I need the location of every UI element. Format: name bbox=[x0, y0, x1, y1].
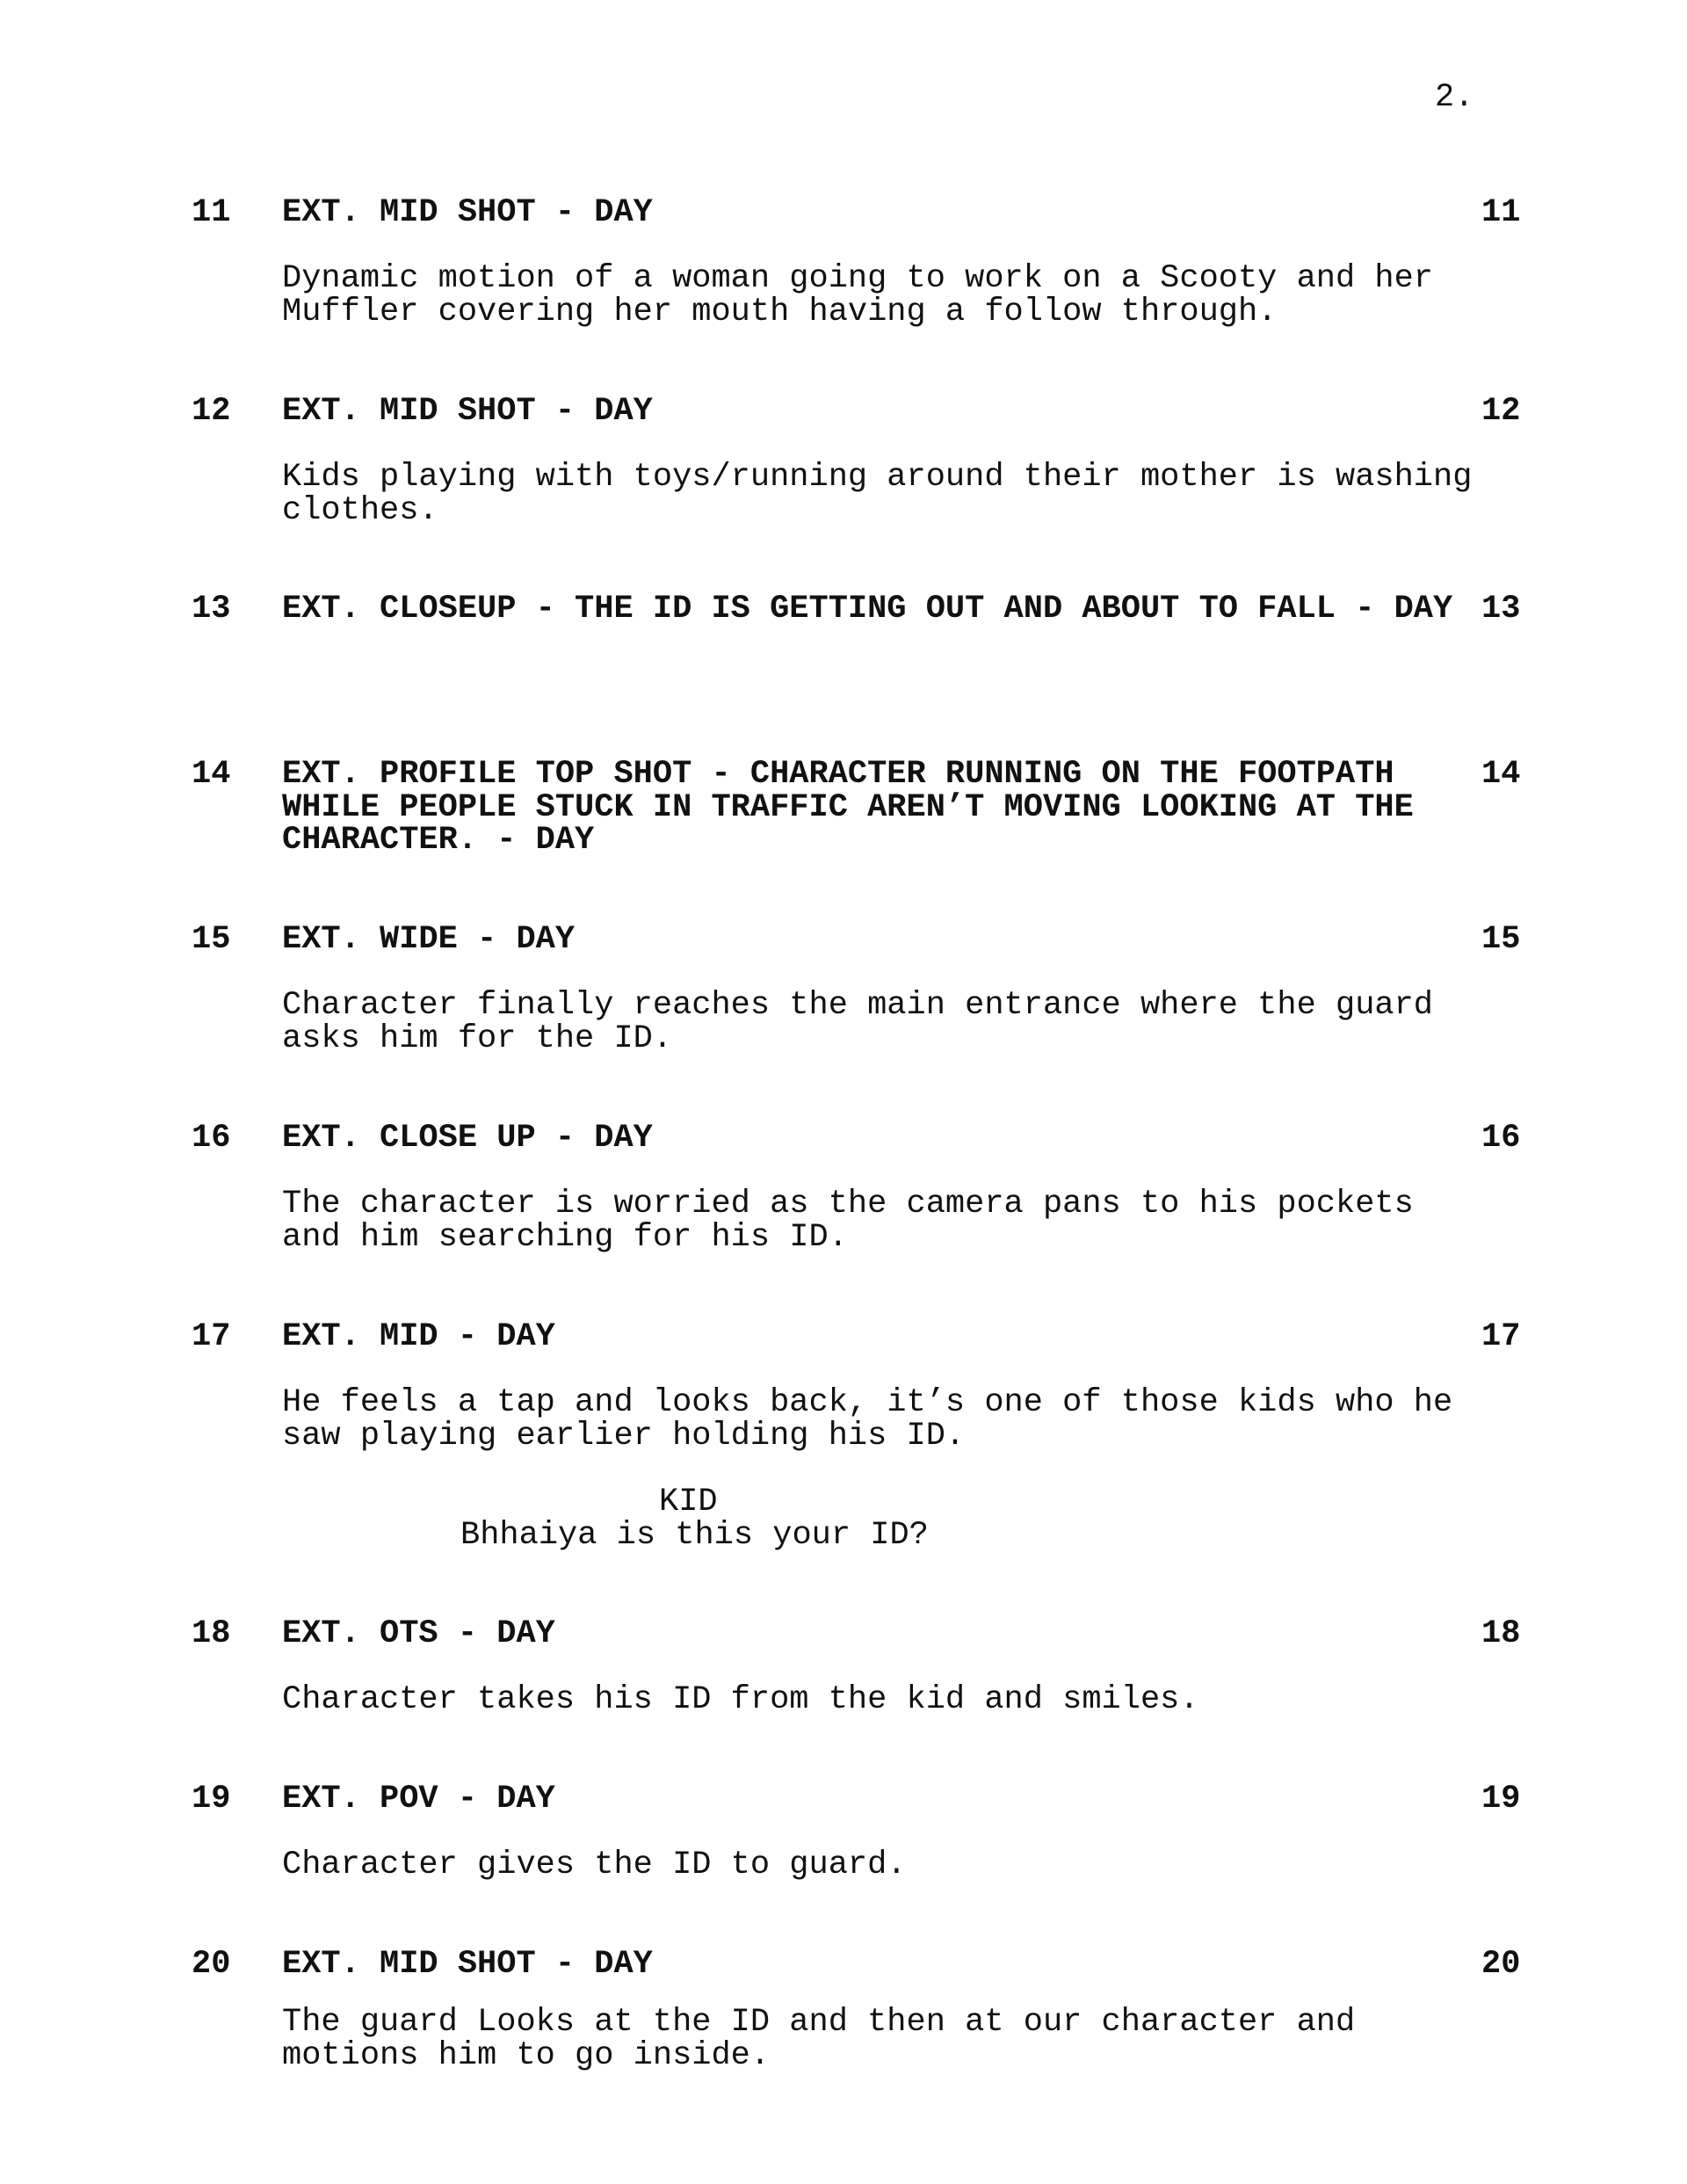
scene-heading: EXT. MID - DAY bbox=[282, 1318, 555, 1355]
scene-number-left: 20 bbox=[192, 1946, 231, 1983]
character-cue: KID bbox=[659, 1484, 718, 1520]
dialogue-line: Bhhaiya is this your ID? bbox=[460, 1517, 929, 1554]
scene-number-left: 16 bbox=[192, 1120, 231, 1157]
scene-number-right: 13 bbox=[1481, 591, 1521, 628]
scene-number-right: 15 bbox=[1481, 921, 1521, 958]
scene-number-left: 19 bbox=[192, 1781, 231, 1818]
action-text: Character takes his ID from the kid and smiles. bbox=[282, 1681, 1199, 1718]
scene-number-left: 14 bbox=[192, 756, 231, 793]
scene-number-left: 17 bbox=[192, 1318, 231, 1355]
scene-heading: EXT. PROFILE TOP SHOT - CHARACTER RUNNING ON THE FOOTPATH WHILE PEOPLE STUCK IN TRAFFIC AREN’T MOVING LOOKING AT THE CHARACTER. - DAY bbox=[282, 756, 1414, 859]
scene-number-left: 18 bbox=[192, 1615, 231, 1652]
action-text: Kids playing with toys/running around their mother is washing clothes. bbox=[282, 459, 1473, 529]
scene-number-right: 18 bbox=[1481, 1615, 1521, 1652]
scene-number-left: 12 bbox=[192, 393, 231, 430]
scene-heading: EXT. MID SHOT - DAY bbox=[282, 1946, 653, 1983]
scene-number-right: 16 bbox=[1481, 1120, 1521, 1157]
scene-heading: EXT. MID SHOT - DAY bbox=[282, 194, 653, 231]
page-number: 2. bbox=[1435, 79, 1474, 116]
action-text: Character finally reaches the main entrance where the guard asks him for the ID. bbox=[282, 987, 1434, 1057]
scene-heading: EXT. WIDE - DAY bbox=[282, 921, 576, 958]
scene-heading: EXT. POV - DAY bbox=[282, 1781, 555, 1818]
scene-number-right: 17 bbox=[1481, 1318, 1521, 1355]
scene-number-right: 19 bbox=[1481, 1781, 1521, 1818]
scene-number-right: 20 bbox=[1481, 1946, 1521, 1983]
scene-heading: EXT. OTS - DAY bbox=[282, 1615, 555, 1652]
scene-number-right: 12 bbox=[1481, 393, 1521, 430]
action-text: Character gives the ID to guard. bbox=[282, 1847, 907, 1883]
action-text: Dynamic motion of a woman going to work on a Scooty and her Muffler covering her mouth having a follow through. bbox=[282, 260, 1434, 330]
action-text: The guard Looks at the ID and then at our character and motions him to go inside. bbox=[282, 2004, 1356, 2074]
scene-number-left: 13 bbox=[192, 591, 231, 628]
scene-number-left: 11 bbox=[192, 194, 231, 231]
action-text: The character is worried as the camera pans to his pockets and him searching for his ID. bbox=[282, 1186, 1414, 1256]
action-text: He feels a tap and looks back, it’s one of those kids who he saw playing earlier holding his ID. bbox=[282, 1384, 1453, 1455]
scene-number-right: 14 bbox=[1481, 756, 1521, 793]
scene-number-right: 11 bbox=[1481, 194, 1521, 231]
scene-number-left: 15 bbox=[192, 921, 231, 958]
scene-heading: EXT. CLOSE UP - DAY bbox=[282, 1120, 653, 1157]
scene-heading: EXT. CLOSEUP - THE ID IS GETTING OUT AND ABOUT TO FALL - DAY bbox=[282, 591, 1453, 628]
scene-heading: EXT. MID SHOT - DAY bbox=[282, 393, 653, 430]
